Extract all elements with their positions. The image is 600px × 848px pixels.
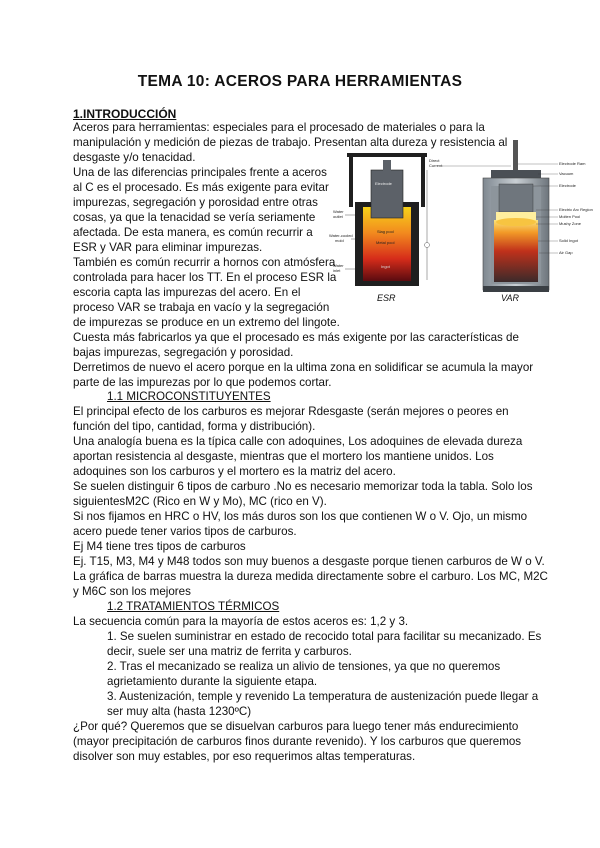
list-item: ser muy alta (hasta 1230ºC) <box>107 705 252 718</box>
text-line: También es común recurrir a hornos con atmósfera <box>73 256 336 269</box>
text-line: afectada. De esta manera, es común recurrir a <box>73 226 313 239</box>
text-line: parte de las impurezas por lo que podemos cortar. <box>73 376 332 389</box>
svg-text:inlet: inlet <box>333 268 341 273</box>
text-line: Ej M4 tiene tres tipos de carburos <box>73 540 246 553</box>
esr-caption: ESR <box>377 293 396 303</box>
esr-side-label-water-inlet: Water <box>333 263 344 268</box>
text-line: escoria capta las impurezas del acero. En el <box>73 286 301 299</box>
text-line: controlada para hacer los TT. En el proceso ESR la <box>73 271 337 284</box>
text-line: de impurezas se produce en un extremo del lingote. <box>73 316 340 329</box>
text-line: y M6C son los mejores <box>73 585 191 598</box>
text-line: adoquines son los carburos y el mortero es la matriz del acero. <box>73 465 396 478</box>
list-item: 1. Se suelen suministrar en estado de recocido total para facilitar su mecanizado. Es <box>107 630 542 643</box>
page-title: TEMA 10: ACEROS PARA HERRAMIENTAS <box>137 73 463 90</box>
esr-side-label-water-outlet: Water <box>333 209 344 214</box>
var-label-direct-current: Direct <box>429 158 440 163</box>
text-line: ESR y VAR para eliminar impurezas. <box>73 241 263 254</box>
text-line: proceso VAR se trabaja en vacío y la segregación <box>73 301 330 314</box>
text-line: al C es el procesado. Es más exigente para evitar <box>73 181 329 194</box>
text-line: Una analogía buena es la típica calle con adoquines, Los adoquines de elevada dureza <box>73 435 523 448</box>
var-label-mushy-zone: Mushy Zone <box>559 221 582 226</box>
list-item: 3. Austenización, temple y revenido La temperatura de austenización puede llegar a <box>107 690 539 703</box>
text-line: Una de las diferencias principales frente a aceros <box>73 166 327 179</box>
list-item: agrietamiento durante la siguiente etapa. <box>107 675 318 688</box>
text-line: siguientesM2C (Rico en W y Mo), MC (rico en V). <box>73 495 327 508</box>
esr-label-slag-pool: Slag pool <box>377 229 394 234</box>
text-line: Ej. T15, M3, M4 y M48 todos son muy buenos a desgaste porque tienen carburos de W o V. <box>73 555 545 568</box>
text-line: bajas impurezas, segregación y porosidad. <box>73 346 294 359</box>
svg-text:Current: Current <box>429 163 443 168</box>
text-line: ¿Por qué? Queremos que se disuelvan carburos para luego tener más endurecimiento <box>73 720 519 733</box>
var-label-solid-ingot: Solid Ingot <box>559 238 578 243</box>
text-line: acero puede tener varios tipos de carburos. <box>73 525 297 538</box>
section-heading-introduccion: 1.INTRODUCCIÓN <box>73 107 177 121</box>
text-line: (mayor precipitación de carburos finos durante revenido). Y los carburos que queremos <box>73 735 522 748</box>
esr-label-metal-pool: Metal pool <box>376 240 395 245</box>
var-label-arc: Electric Arc Region <box>559 207 593 212</box>
text-line: La secuencia común para la mayoría de estos aceros es: 1,2 y 3. <box>73 615 409 628</box>
text-line: cosas, ya que la tenacidad se vería seriamente <box>73 211 316 224</box>
list-item: 2. Tras el mecanizado se realiza un alivio de tensiones, ya que no queremos <box>107 660 501 673</box>
var-label-air-gap: Air Gap <box>559 250 573 255</box>
text-line: Cuesta más fabricarlos ya que el procesado es más exigente por las características de <box>73 331 519 344</box>
text-line: Derretimos de nuevo el acero porque en la ultima zona en solidificar se acumula la mayor <box>73 361 534 374</box>
list-item: decir, suele ser una matriz de ferrita y carburos. <box>107 645 352 658</box>
var-furnace <box>429 140 593 303</box>
text-line: Se suelen distinguir 6 tipos de carburo .No es necesario memorizar toda la tabla. Solo los <box>73 480 533 493</box>
text-line: Si nos fijamos en HRC o HV, los más duros son los que contienen W o V. Ojo, un mismo <box>73 510 528 523</box>
svg-text:mold: mold <box>335 238 344 243</box>
var-label-molten-pool: Molten Pool <box>559 214 581 219</box>
svg-text:outlet: outlet <box>333 214 343 219</box>
text-line: impurezas, segregación y porosidad entre otras <box>73 196 318 209</box>
subsection-heading-tratamientos: 1.2 TRATAMIENTOS TÉRMICOS <box>107 600 280 613</box>
esr-label-electrode: Electrode <box>375 181 392 186</box>
text-line: aportan resistencia al desgaste, mientras que el mortero los mantiene unidos. Los <box>73 450 494 463</box>
text-line: La gráfica de barras muestra la dureza medida directamente sobre el carburo. Los MC, M2C <box>73 570 548 583</box>
var-label-electrode-ram: Electrode Ram <box>559 161 586 166</box>
text-line: Aceros para herramientas: especiales para el procesado de materiales o para la <box>73 121 485 134</box>
text-line: El principal efecto de los carburos es mejorar Rdesgaste (serán mejores o peores en <box>73 405 509 418</box>
esr-furnace <box>329 140 432 303</box>
text-line: disolver son muy estables, por eso requerimos altas temperaturas. <box>73 750 416 763</box>
esr-side-label-mold: Water-cooled <box>329 233 353 238</box>
text-line: función del tipo, cantidad, forma y distribución). <box>73 420 316 433</box>
var-caption: VAR <box>501 293 520 303</box>
text-line: manipulación y medición de piezas de trabajo. Presentan alta dureza y resistencia al <box>73 136 508 149</box>
var-label-electrode: Electrode <box>559 183 576 188</box>
subsection-heading-microconstituyentes: 1.1 MICROCONSTITUYENTES <box>107 390 271 403</box>
esr-var-figure <box>329 140 600 308</box>
var-label-vacuum: Vacuum <box>559 171 574 176</box>
esr-label-ingot: Ingot <box>381 264 390 269</box>
text-line: desgaste y/o tenacidad. <box>73 151 196 164</box>
